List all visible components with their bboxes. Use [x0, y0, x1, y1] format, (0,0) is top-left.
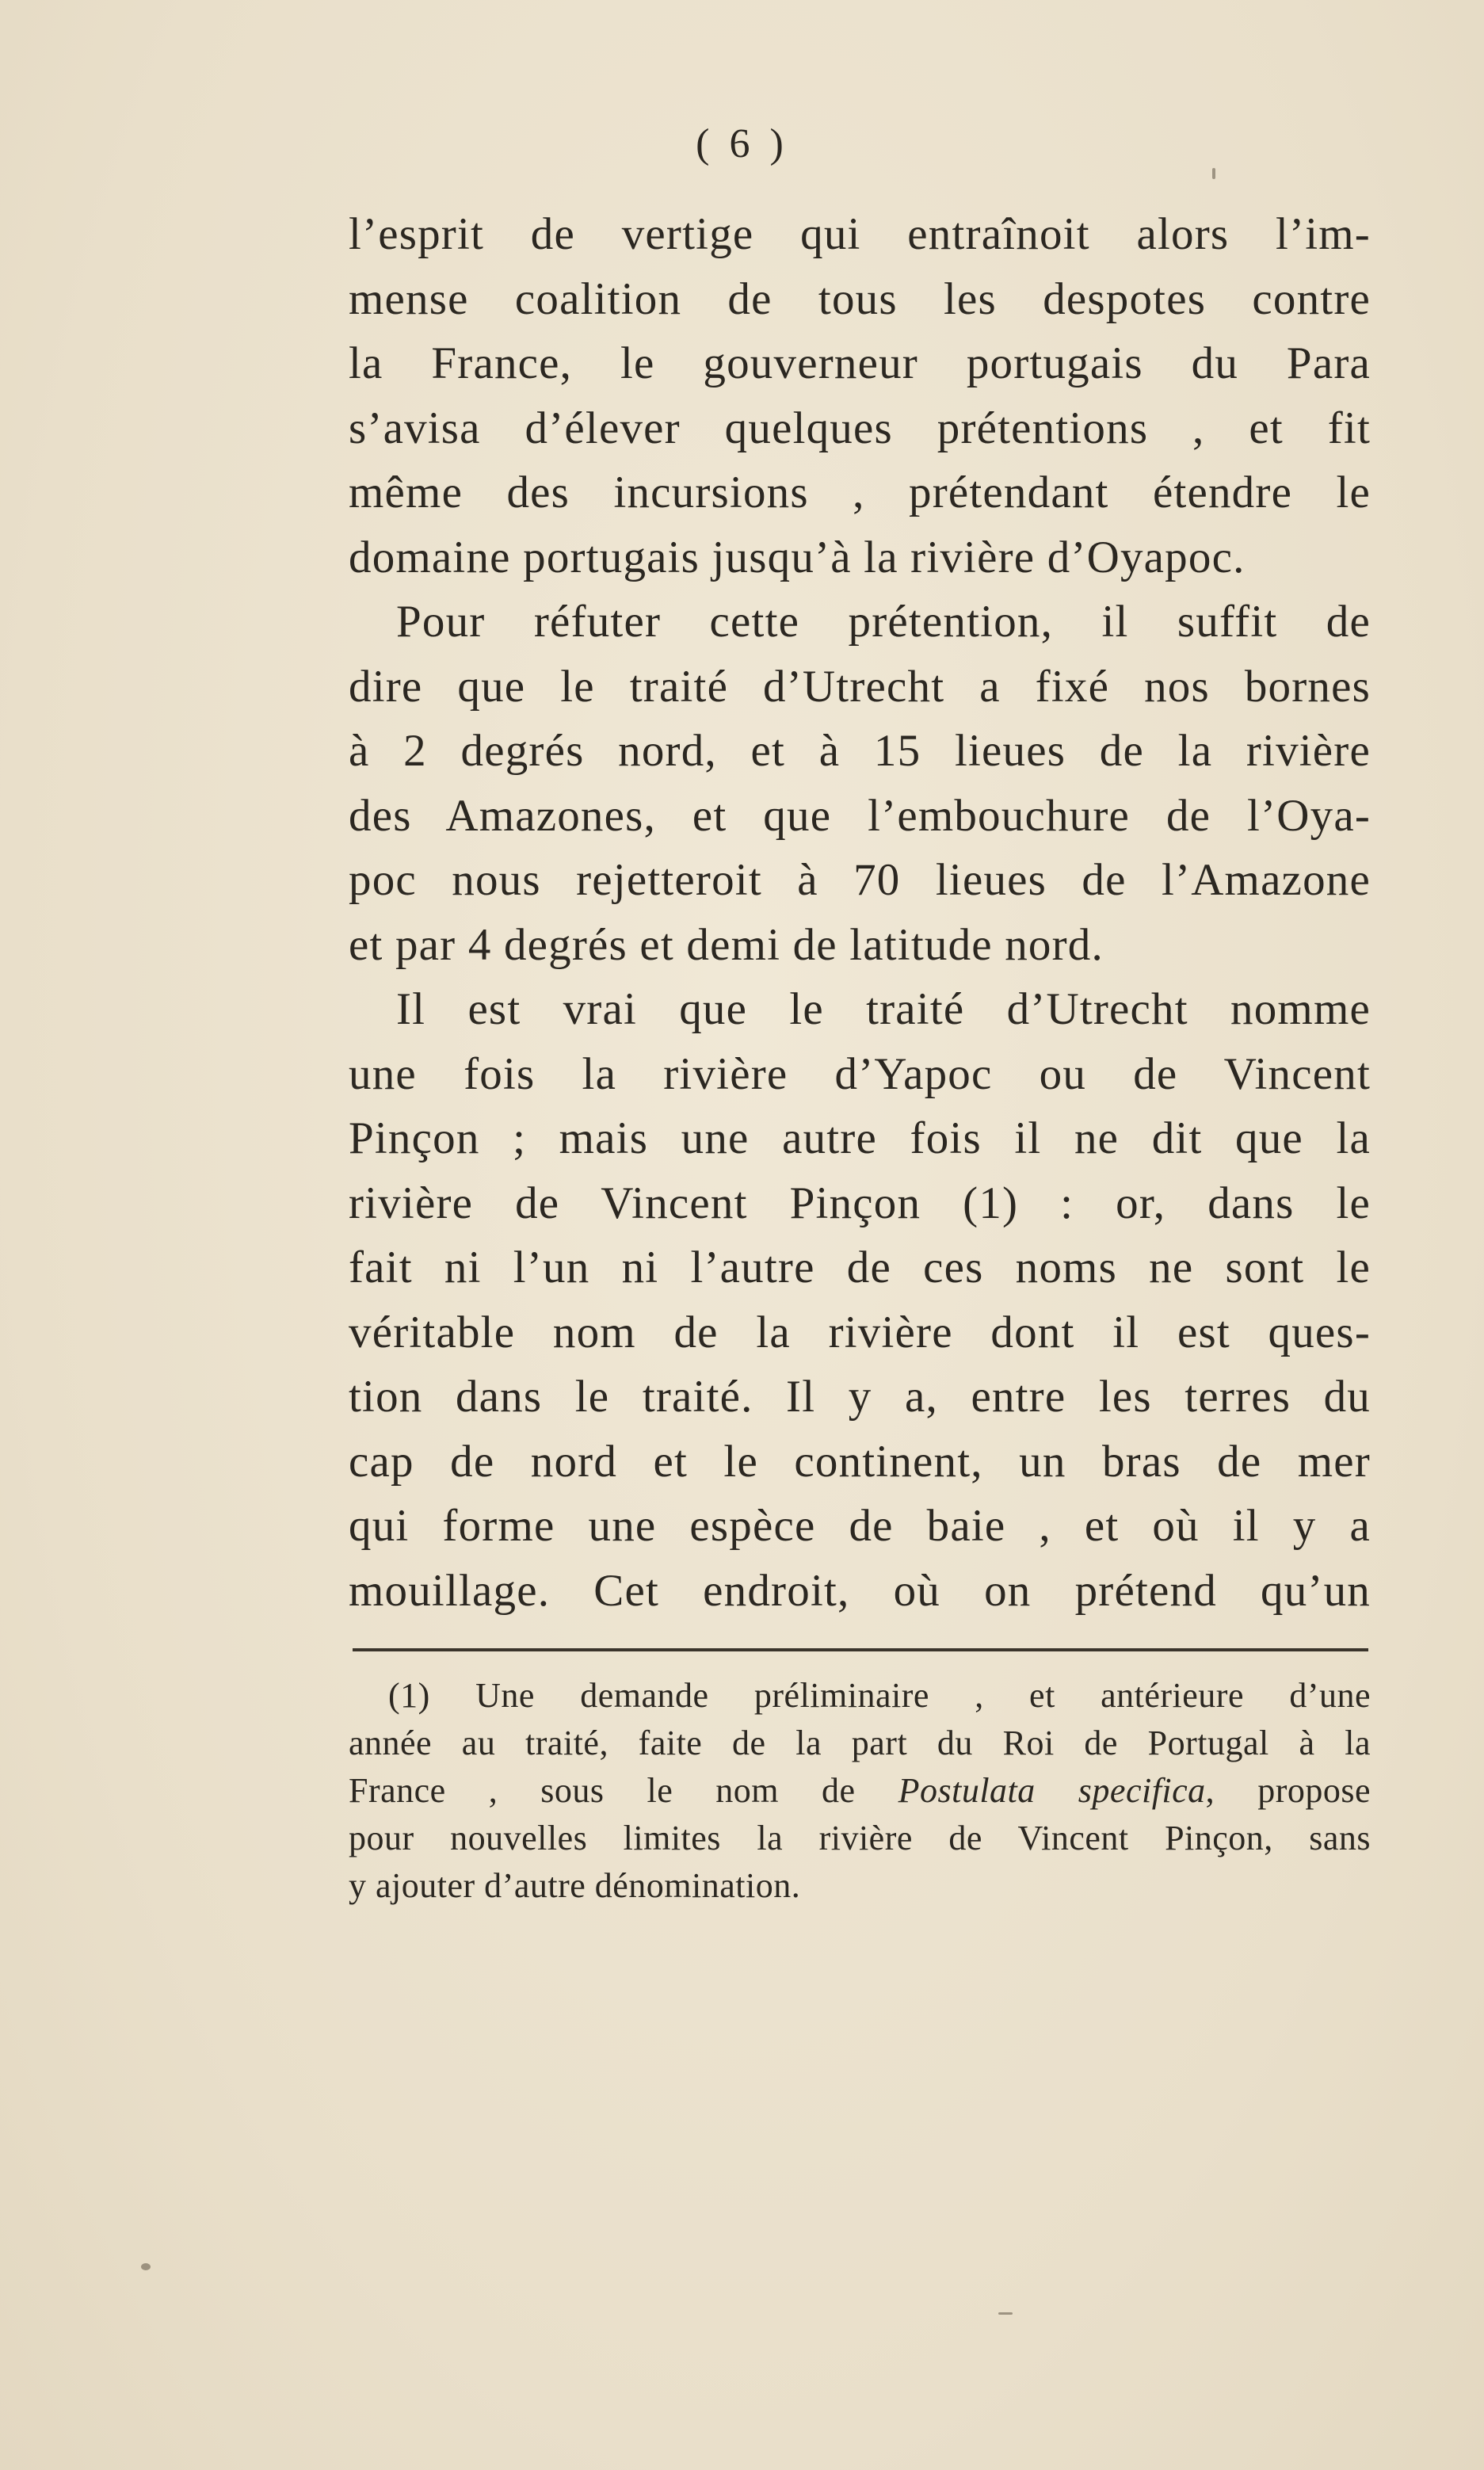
footnote-divider	[353, 1648, 1368, 1651]
text-line: à 2 degrés nord, et à 15 lieues de la rivière	[349, 726, 1371, 776]
text-line: cap de nord et le continent, un bras de mer	[349, 1436, 1371, 1487]
text-line: tion dans le traité. Il y a, entre les terres du	[349, 1372, 1371, 1422]
text-line: même des incursions , prétendant étendre le	[349, 468, 1371, 517]
footnote-line	[349, 1767, 1371, 1815]
text-line: Pour réfuter cette prétention, il suffit de	[396, 597, 1371, 647]
footnote-line: pour nouvelles limites la rivière de Vincent Pinçon, sans	[349, 1819, 1371, 1857]
text-line: l’esprit de vertige qui entraînoit alors l’im-	[349, 209, 1371, 259]
footnote-italic-title: Postulata specifica	[898, 1771, 1206, 1810]
footnote-line: année au traité, faite de la part du Roi de Portugal à la	[349, 1724, 1371, 1762]
text-line: Pinçon ; mais une autre fois il ne dit que la	[349, 1113, 1371, 1163]
text-line: des Amazones, et que l’embouchure de l’Oya-	[349, 790, 1371, 841]
text-line: Il est vrai que le traité d’Utrecht nomme	[396, 984, 1371, 1034]
text-line: s’avisa d’élever quelques prétentions , et fit	[349, 403, 1371, 453]
footnote-line: (1) Une demande préliminaire , et antérieure d’une	[388, 1676, 1371, 1715]
text-line: poc nous rejetteroit à 70 lieues de l’Amazone	[349, 855, 1371, 905]
text-line: une fois la rivière d’Yapoc ou de Vincent	[349, 1048, 1371, 1099]
paper-speck	[141, 2263, 151, 2270]
page-number: ( 6 )	[696, 121, 788, 166]
text-line: rivière de Vincent Pinçon (1) : or, dans le	[349, 1178, 1371, 1228]
footnote-text: France , sous le nom de	[349, 1771, 898, 1810]
footnote-text: , propose	[1205, 1771, 1371, 1810]
footnote-block	[349, 1672, 1371, 1910]
text-line: dire que le traité d’Utrecht a fixé nos bornes	[349, 661, 1371, 712]
footnote-line: y ajouter d’autre dénomination.	[349, 1866, 801, 1905]
text-line: mense coalition de tous les despotes contre	[349, 273, 1371, 324]
paper-speck	[1212, 168, 1215, 179]
text-line: et par 4 degrés et demi de latitude nord.	[349, 919, 1104, 970]
paper-speck	[998, 2312, 1013, 2315]
text-line: domaine portugais jusqu’à la rivière d’Oyapoc.	[349, 532, 1246, 582]
text-line: fait ni l’un ni l’autre de ces noms ne sont le	[349, 1243, 1371, 1292]
text-line: véritable nom de la rivière dont il est ques-	[349, 1307, 1371, 1357]
main-text-block	[349, 202, 1371, 1623]
text-line: qui forme une espèce de baie , et où il y a	[349, 1501, 1371, 1551]
text-line: mouillage. Cet endroit, où on prétend qu’un	[349, 1565, 1371, 1616]
text-line: la France, le gouverneur portugais du Para	[349, 338, 1371, 388]
